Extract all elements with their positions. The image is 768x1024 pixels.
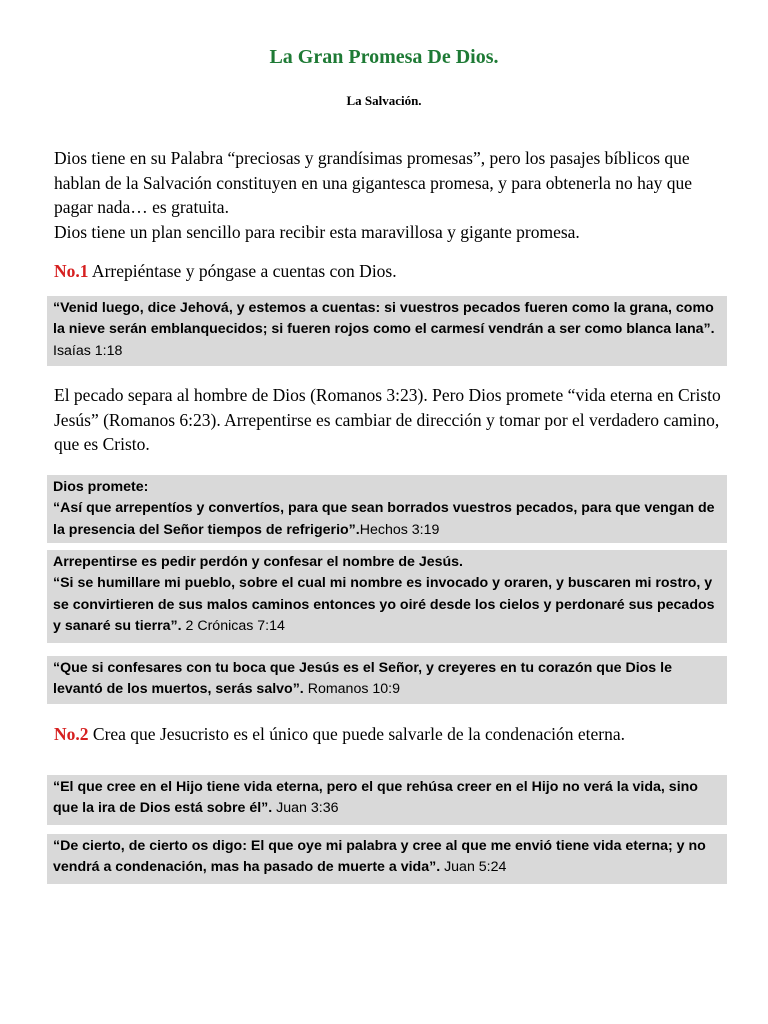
document-title: La Gran Promesa De Dios. [269, 46, 499, 68]
quote-text: “De cierto, de cierto os digo: El que oye mi palabra y cree al que me envió tiene vida eterna; y no vendrá a condenación, mas ha pasado de muerte a vida”. [53, 838, 706, 876]
intro-text: Dios tiene en su [54, 148, 171, 168]
quote-box-juan-3 [47, 775, 727, 825]
step-1-number: No.1 [54, 261, 89, 281]
intro-emphasis: no hay que pagar nada [54, 172, 693, 217]
quote-reference: Juan 3:36 [276, 800, 339, 817]
quote-text: “Si se humillare mi pueblo, sobre el cual mi nombre es invocado y oraren, y buscaren mi rostro, y se convirtieren de sus malos caminos entonces yo oiré desde los cielos y perdonaré sus pecados y sanaré su tierra”. [53, 575, 715, 634]
quote-text: “Que si confesares con tu boca que Jesús es el Señor, y creyeres en tu corazón que Dios le levantó de los muertos, serás salvo”. [53, 660, 672, 698]
quote-reference: Isaías 1:18 [53, 342, 123, 359]
quote-box-cronicas [47, 550, 727, 643]
quote-box-juan-5 [47, 834, 727, 884]
quote-reference: Romanos 10:9 [307, 681, 400, 698]
intro-emphasis: es gratuita [152, 197, 225, 217]
step-2-text: Crea que Jesucristo es el único que puede salvarle de la condenación eterna. [88, 724, 625, 744]
step-1-heading [54, 259, 744, 283]
intro-paragraph [54, 146, 734, 244]
sin-paragraph: El pecado separa al hombre de Dios (Romanos 3:23). Pero Dios promete “vida eterna en Cristo Jesús” (Romanos 6:23). Arrepentirse es cambiar de dirección y tomar por el verdadero camino, que es Cristo. [54, 385, 721, 454]
document-subtitle: La Salvación. [346, 93, 422, 108]
intro-text: “ [223, 148, 236, 168]
intro-line-2: Dios tiene un plan sencillo para recibir esta maravillosa y gigante promesa. [54, 221, 580, 242]
quote-text: “Así que arrepentíos y convertíos, para que sean borrados vuestros pecados, para que vengan de la presencia del Señor tiempos de refrigerio”. [53, 500, 715, 538]
intro-text: Palabra [170, 148, 224, 168]
quote-box-hechos [47, 475, 727, 543]
quote-reference: Juan 5:24 [444, 859, 507, 876]
intro-text: ”, pero los pasajes bíblicos que hablan de la Salvación constituyen en una gigantesca promesa, y para obtenerla [54, 148, 690, 193]
quote-heading: Dios promete: [53, 479, 149, 495]
quote-box-isaias [47, 296, 727, 366]
step-1-text: Arrepiéntase y póngase a cuentas con Dios. [88, 261, 397, 281]
step-2-number: No.2 [54, 724, 89, 744]
intro-text: . [224, 197, 229, 217]
step-2-heading [54, 722, 744, 746]
quote-reference: 2 Crónicas 7:14 [185, 617, 285, 634]
quote-reference: Hechos 3:19 [359, 521, 440, 538]
quote-text: “El que cree en el Hijo tiene vida eterna, pero el que rehúsa creer en el Hijo no verá la vida, sino que la ira de Dios está sobre él”. [53, 779, 698, 817]
intro-emphasis: preciosas y grandísimas promesas [235, 148, 473, 168]
intro-text: … [130, 197, 153, 217]
quote-text: “Venid luego, dice Jehová, y estemos a cuentas: si vuestros pecados fueren como la grana, como la nieve serán emblanquecidos; si fueren rojos como el carmesí vendrán a ser como blanca lana”. [53, 300, 715, 338]
quote-box-romanos [47, 656, 727, 704]
quote-heading: Arrepentirse es pedir perdón y confesar el nombre de Jesús. [53, 554, 464, 570]
